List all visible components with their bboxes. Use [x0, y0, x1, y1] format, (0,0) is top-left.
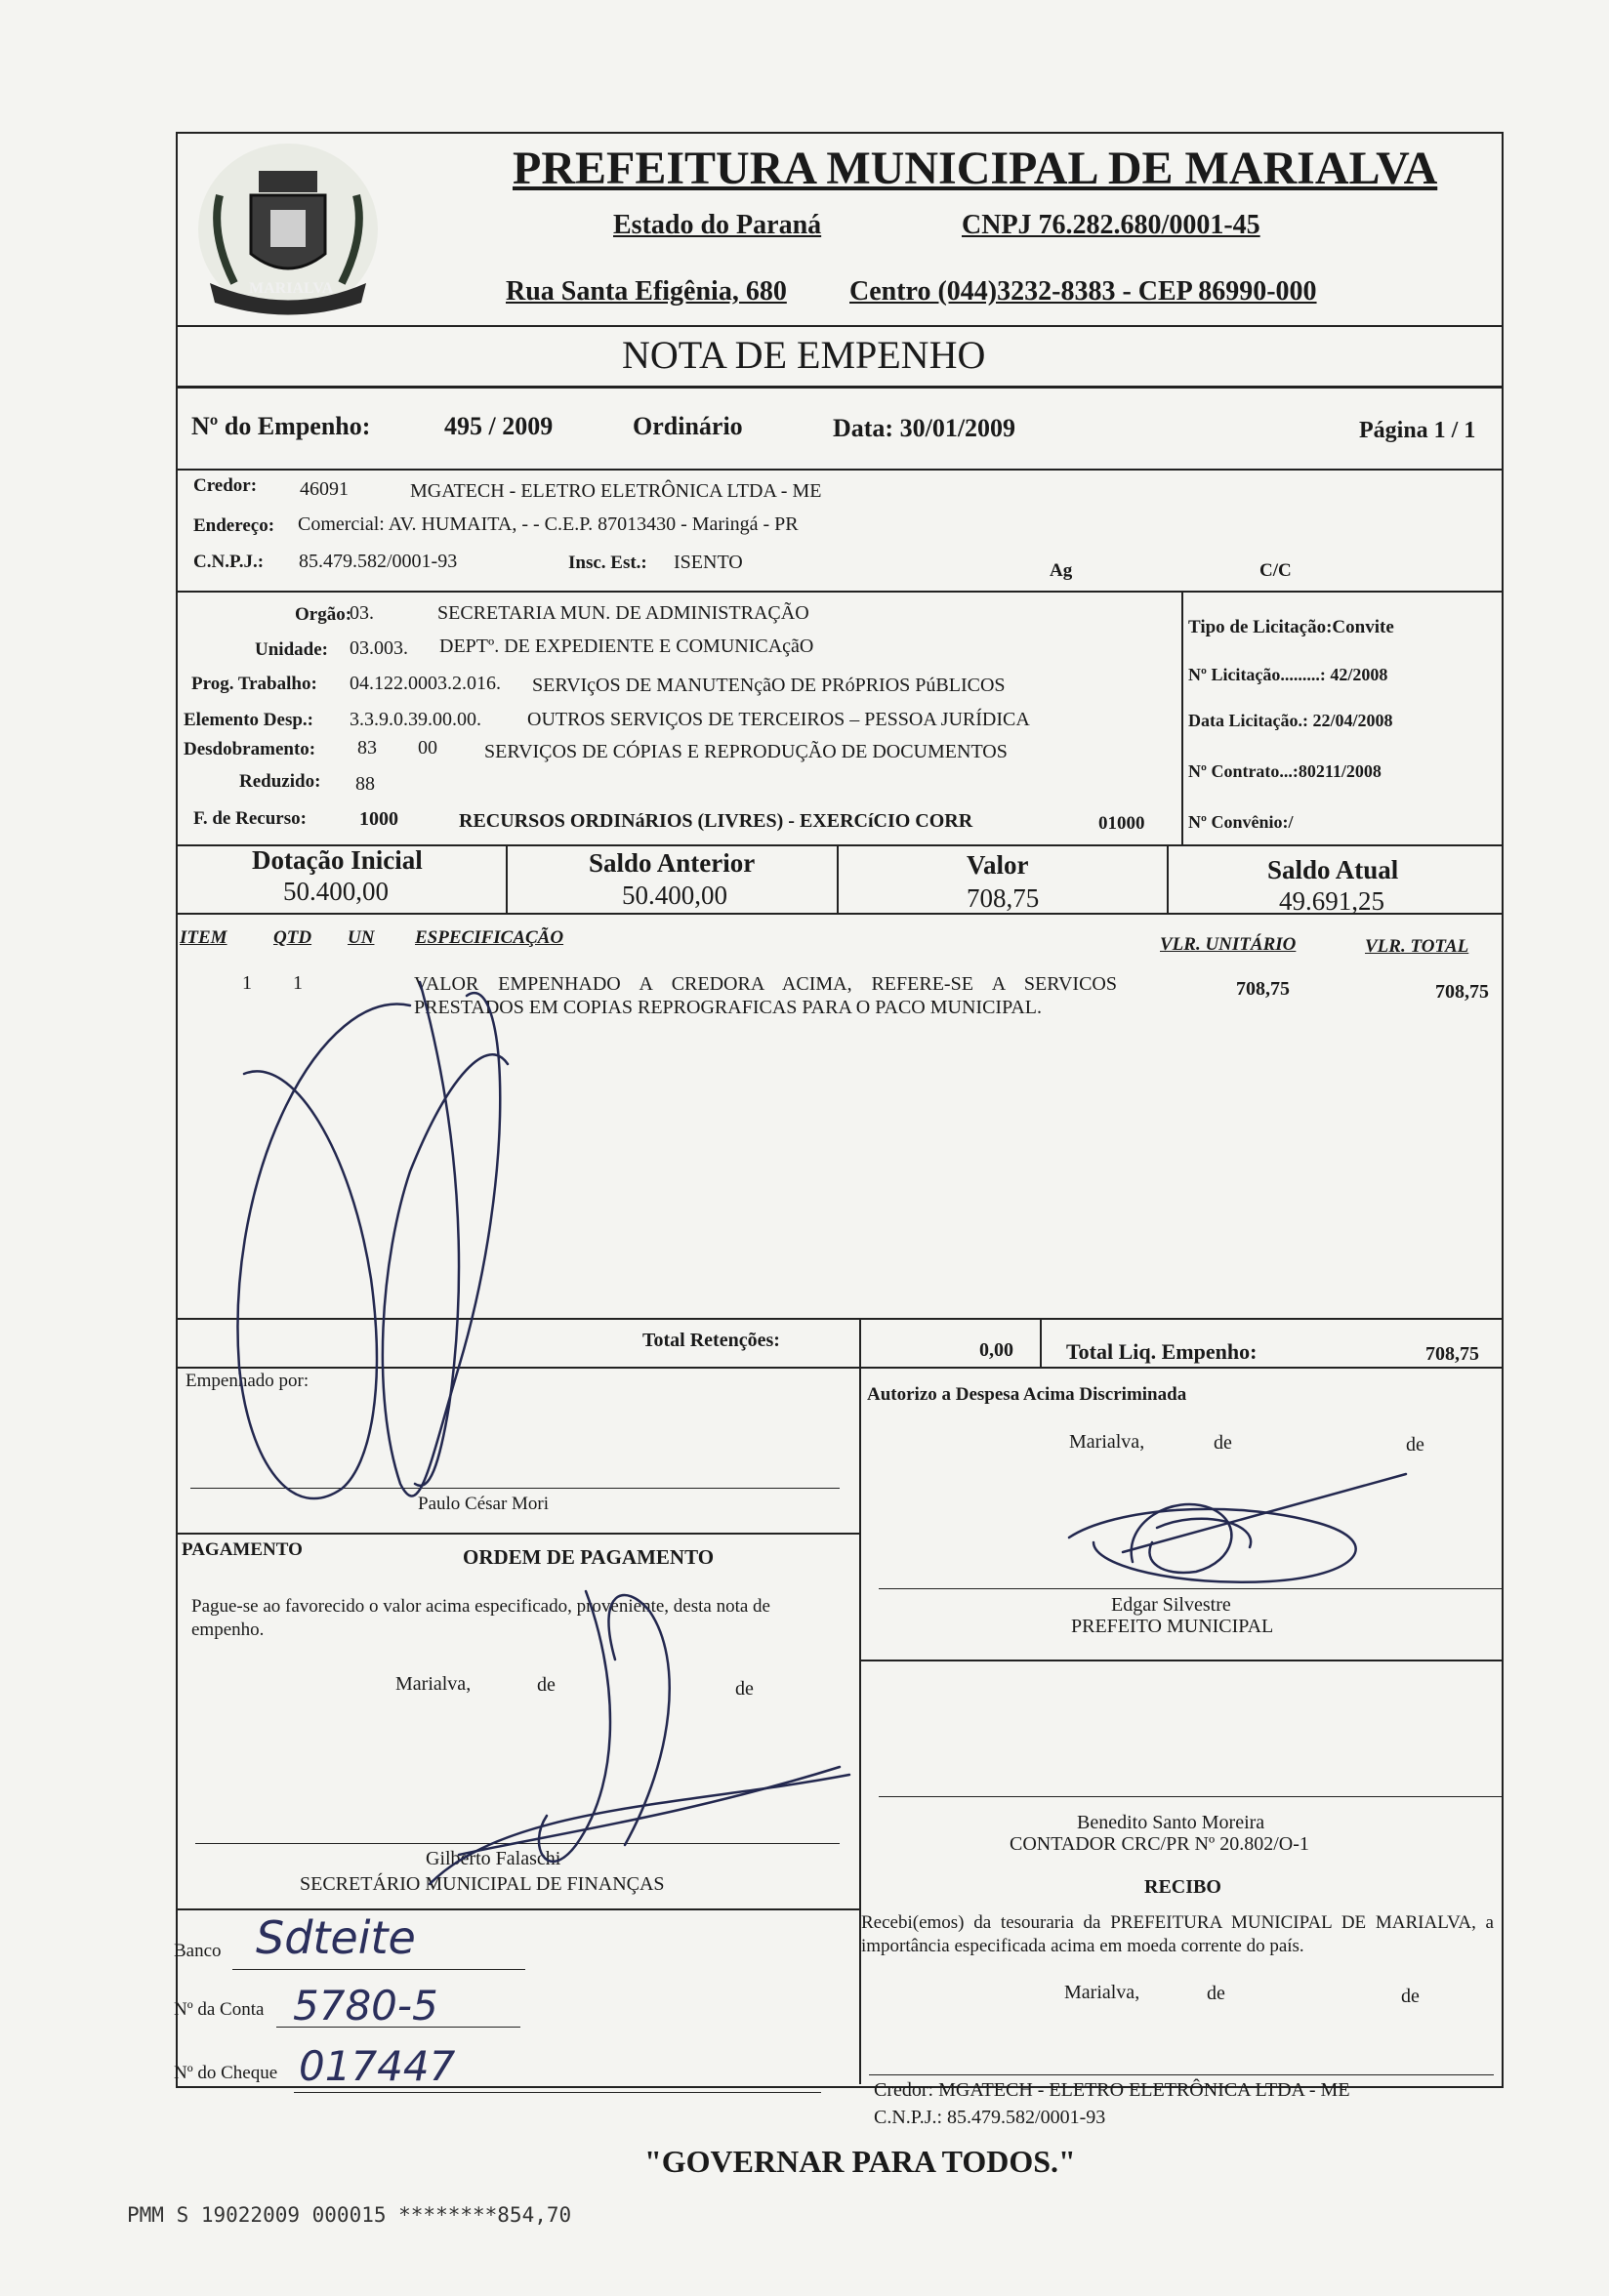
autorizo-de1: de	[1214, 1432, 1232, 1454]
pagamento-label: PAGAMENTO	[182, 1539, 303, 1560]
orgao-name: SECRETARIA MUN. DE ADMINISTRAÇÃO	[437, 602, 809, 624]
slogan: "GOVERNAR PARA TODOS."	[644, 2144, 1076, 2179]
recibo-cidade: Marialva,	[1064, 1982, 1140, 2003]
fonte-number: 01000	[1098, 813, 1145, 834]
ag-label: Ag	[1050, 560, 1073, 581]
dotacao-value: 50.400,00	[283, 877, 389, 906]
col-item: ITEM	[180, 927, 227, 948]
saldo-anterior-value: 50.400,00	[622, 881, 727, 910]
autorizo-label: Autorizo a Despesa Acima Discriminada	[867, 1384, 1187, 1405]
total-retencoes-value: 0,00	[979, 1339, 1013, 1361]
licitacao-tipo: Tipo de Licitação:Convite	[1188, 617, 1394, 637]
banco-value: Sdteite	[256, 1911, 416, 1964]
seal-ribbon-text: MARIALVA	[249, 280, 334, 297]
secretario-cargo: SECRETÁRIO MUNICIPAL DE FINANÇAS	[300, 1873, 665, 1895]
ordem-label: ORDEM DE PAGAMENTO	[463, 1545, 715, 1569]
pagamento-cidade: Marialva,	[395, 1673, 472, 1695]
cc-label: C/C	[1259, 560, 1292, 581]
valor-label: Valor	[967, 850, 1029, 880]
cheque-value: 017447	[299, 2042, 456, 2090]
footer-code: PMM S 19022009 000015 ********854,70	[127, 2203, 572, 2227]
contador-nome: Benedito Santo Moreira	[1077, 1812, 1265, 1833]
item-number: 1	[242, 972, 252, 994]
unidade-code: 03.003.	[350, 637, 408, 659]
saldo-atual-value: 49.691,25	[1279, 886, 1384, 916]
convenio-numero: Nº Convênio:/	[1188, 812, 1294, 832]
recibo-de1: de	[1207, 1983, 1225, 2004]
address-label: Endereço:	[193, 515, 275, 536]
valor-value: 708,75	[967, 883, 1040, 913]
empenho-number: 495 / 2009	[444, 412, 554, 440]
prog-name: SERVIçOS DE MANUTENçãO DE PRóPRIOS PúBLICOS	[532, 675, 1006, 696]
pagamento-de1: de	[537, 1674, 556, 1696]
prog-code: 04.122.0003.2.016.	[350, 673, 501, 694]
elemento-label: Elemento Desp.:	[184, 710, 313, 730]
item-qtd: 1	[293, 972, 303, 994]
reduzido-value: 88	[355, 773, 375, 795]
header-address: Centro (044)3232-8383 - CEP 86990-000	[849, 276, 1317, 307]
cheque-label: Nº do Cheque	[174, 2063, 278, 2083]
empenhado-label: Empenhado por:	[186, 1371, 309, 1391]
fonte-code: 1000	[359, 808, 398, 830]
secretario-nome: Gilberto Falaschi	[426, 1848, 561, 1869]
recibo-credor: Credor: MGATECH - ELETRO ELETRÔNICA LTDA - ME	[874, 2079, 1350, 2101]
item-description: VALOR EMPENHADO A CREDORA ACIMA, REFERE-SE A SERVICOS PRESTADOS EM COPIAS REPROGRAFICAS PARA O PACO MUNICIPAL.	[414, 973, 1117, 1018]
prog-label: Prog. Trabalho:	[191, 674, 317, 694]
header-state: Estado do Paraná	[613, 210, 822, 240]
credor-insc: ISENTO	[674, 552, 743, 573]
desdobramento-name: SERVIÇOS DE CÓPIAS E REPRODUÇÃO DE DOCUMENTOS	[484, 741, 1008, 762]
recibo-cnpj: C.N.P.J.: 85.479.582/0001-93	[874, 2107, 1106, 2128]
saldo-anterior-label: Saldo Anterior	[589, 848, 756, 878]
col-qtd: QTD	[273, 927, 312, 948]
autorizo-de2: de	[1406, 1434, 1424, 1456]
banco-label: Banco	[174, 1941, 222, 1961]
cnpj-label: C.N.P.J.:	[193, 552, 265, 572]
page-number: Página 1 / 1	[1359, 418, 1476, 443]
fonte-label: F. de Recurso:	[193, 808, 307, 829]
elemento-code: 3.3.9.0.39.00.00.	[350, 709, 481, 730]
fonte-name: RECURSOS ORDINáRIOS (LIVRES) - EXERCíCIO CORR	[459, 810, 973, 832]
licitacao-data: Data Licitação.: 22/04/2008	[1188, 711, 1393, 730]
total-liquido-value: 708,75	[1425, 1343, 1479, 1365]
reduzido-label: Reduzido:	[239, 771, 321, 792]
item-total-value: 708,75	[1435, 981, 1489, 1003]
credor-name: MGATECH - ELETRO ELETRÔNICA LTDA - ME	[410, 480, 822, 502]
unidade-label: Unidade:	[255, 639, 328, 660]
desdobramento-sub: 00	[418, 737, 437, 758]
desdobramento-label: Desdobramento:	[184, 739, 316, 759]
prefeito-cargo: PREFEITO MUNICIPAL	[1071, 1616, 1274, 1637]
pagamento-de2: de	[735, 1678, 754, 1700]
recibo-texto: Recebi(emos) da tesouraria da PREFEITURA MUNICIPAL DE MARIALVA, a importância especificada acima em moeda corrente do país.	[861, 1912, 1494, 1956]
prefeito-nome: Edgar Silvestre	[1111, 1594, 1231, 1616]
col-especificacao: ESPECIFICAÇÃO	[415, 927, 564, 948]
contrato-numero: Nº Contrato...:80211/2008	[1188, 761, 1382, 781]
header-street: Rua Santa Efigênia, 680	[506, 276, 787, 307]
empenhado-nome: Paulo César Mori	[418, 1494, 550, 1514]
dotacao-label: Dotação Inicial	[252, 845, 423, 875]
conta-label: Nº da Conta	[174, 1999, 265, 2020]
col-vlr-unitario: VLR. UNITÁRIO	[1160, 934, 1297, 955]
credor-label: Credor:	[193, 475, 258, 496]
orgao-code: 03.	[350, 602, 374, 624]
pagamento-texto: Pague-se ao favorecido o valor acima especificado, proveniente, desta nota de empenho.	[191, 1596, 770, 1640]
header-cnpj: CNPJ 76.282.680/0001-45	[962, 210, 1260, 240]
total-liquido-label: Total Liq. Empenho:	[1066, 1339, 1258, 1364]
item-unit-value: 708,75	[1236, 978, 1290, 1000]
credor-cnpj: 85.479.582/0001-93	[299, 551, 458, 572]
desdobramento-code: 83	[357, 737, 377, 758]
autorizo-cidade: Marialva,	[1069, 1431, 1145, 1453]
recibo-label: RECIBO	[1144, 1876, 1221, 1898]
document-title: NOTA DE EMPENHO	[622, 333, 986, 377]
recibo-de2: de	[1401, 1986, 1420, 2007]
unidade-name: DEPTº. DE EXPEDIENTE E COMUNICAçãO	[439, 636, 814, 657]
col-vlr-total: VLR. TOTAL	[1365, 936, 1469, 957]
credor-code: 46091	[300, 478, 349, 500]
elemento-name: OUTROS SERVIÇOS DE TERCEIROS – PESSOA JURÍDICA	[527, 709, 1030, 730]
header-title: PREFEITURA MUNICIPAL DE MARIALVA	[513, 143, 1438, 194]
total-retencoes-label: Total Retenções:	[642, 1330, 780, 1351]
conta-value: 5780-5	[293, 1982, 438, 2030]
insc-label: Insc. Est.:	[568, 553, 647, 573]
orgao-label: Orgão:	[295, 604, 352, 625]
empenho-type: Ordinário	[633, 412, 743, 440]
col-un: UN	[348, 927, 375, 948]
licitacao-numero: Nº Licitação.........: 42/2008	[1188, 665, 1388, 684]
empenho-date: Data: 30/01/2009	[833, 414, 1016, 442]
saldo-atual-label: Saldo Atual	[1267, 855, 1399, 884]
contador-cargo: CONTADOR CRC/PR Nº 20.802/O-1	[1010, 1833, 1309, 1855]
credor-address: Comercial: AV. HUMAITA, - - C.E.P. 87013430 - Maringá - PR	[298, 513, 799, 535]
empenho-number-label: Nº do Empenho:	[191, 412, 371, 440]
